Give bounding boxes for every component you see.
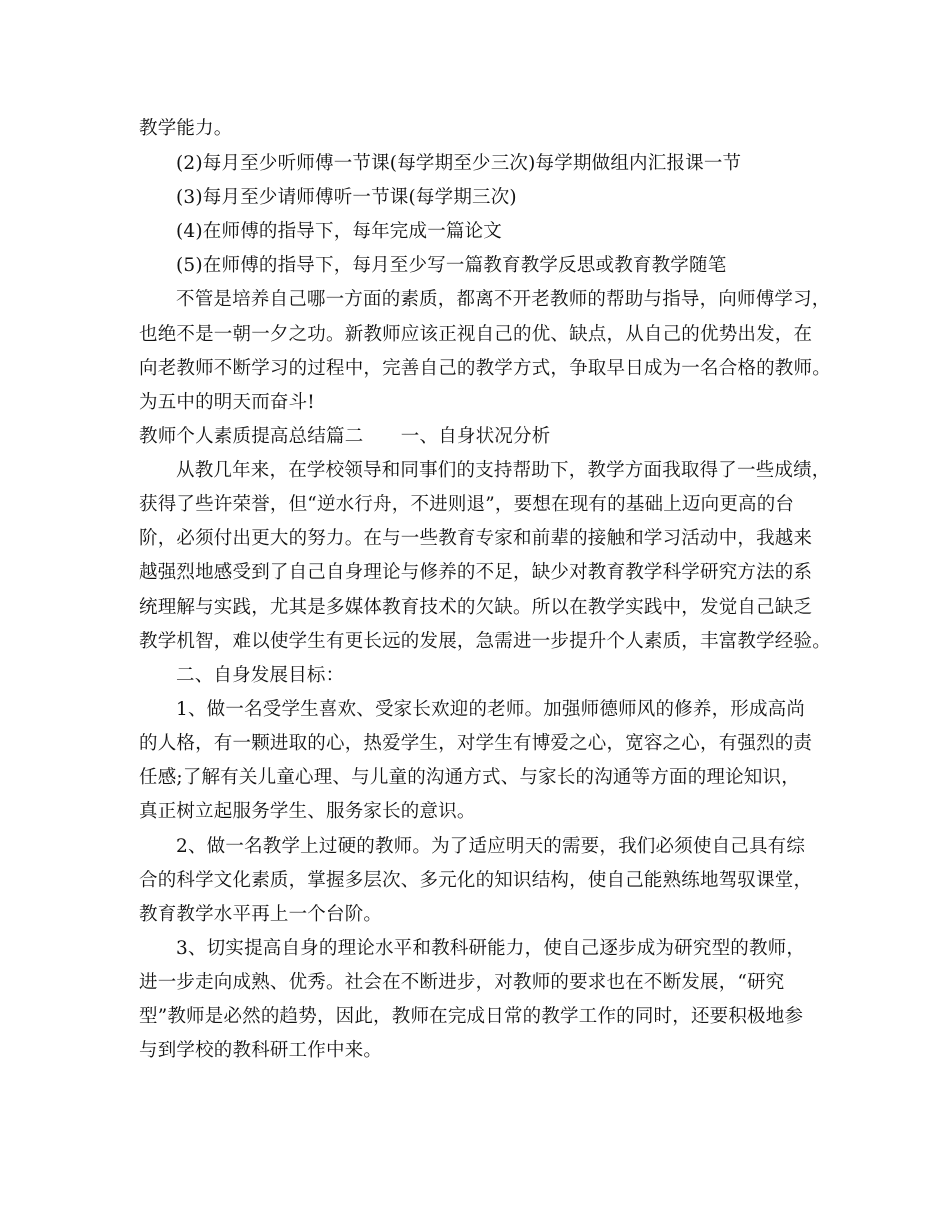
- text-line: 真正树立起服务学生、服务家长的意识。: [139, 801, 476, 822]
- text-line: 3、切实提高自身的理论水平和教科研能力，使自己逐步成为研究型的教师，: [176, 938, 806, 959]
- text-line: (5)在师傅的指导下，每月至少写一篇教育教学反思或教育教学随笔: [176, 255, 727, 276]
- text-line: 获得了些许荣誉，但“逆水行舟，不进则退”，要想在现有的基础上迈向更高的台: [139, 494, 795, 515]
- text-line: 的人格，有一颗进取的心，热爱学生，对学生有博爱之心，宽容之心，有强烈的责: [139, 733, 813, 754]
- text-line: (3)每月至少请师傅听一节课(每学期三次): [176, 187, 517, 208]
- text-line: 教学能力。: [139, 118, 233, 139]
- text-line: 合的科学文化素质，掌握多层次、多元化的知识结构，使自己能熟练地驾驭课堂，: [139, 870, 813, 891]
- text-line: 教育教学水平再上一个台阶。: [139, 904, 383, 925]
- text-line: 进一步走向成熟、优秀。社会在不断进步，对教师的要求也在不断发展，“研究: [139, 972, 785, 993]
- text-line: 阶，必须付出更大的努力。在与一些教育专家和前辈的接触和学习活动中，我越来: [139, 528, 813, 549]
- text-line: 任感;了解有关儿童心理、与儿童的沟通方式、与家长的沟通等方面的理论知识，: [139, 767, 800, 788]
- text-line: 2、做一名教学上过硬的教师。为了适应明天的需要，我们必须使自己具有综: [176, 836, 806, 857]
- section-heading: 教师个人素质提高总结篇二 一、自身状况分析: [139, 426, 551, 447]
- text-line: 也绝不是一朝一夕之功。新教师应该正视自己的优、缺点，从自己的优势出发，在: [139, 324, 813, 345]
- text-line: 不管是培养自己哪一方面的素质，都离不开老教师的帮助与指导，向师傅学习，: [176, 289, 831, 310]
- text-line: 从教几年来，在学校领导和同事们的支持帮助下，教学方面我取得了一些成绩，: [176, 460, 831, 481]
- text-line: 为五中的明天而奋斗!: [139, 392, 315, 413]
- text-line: 1、做一名受学生喜欢、受家长欢迎的老师。加强师德师风的修养，形成高尚: [176, 699, 806, 720]
- text-line: 越强烈地感受到了自己自身理论与修养的不足，缺少对教育教学科学研究方法的系: [139, 562, 813, 583]
- section-heading: 二、自身发展目标：: [176, 665, 345, 686]
- text-line: 型”教师是必然的趋势，因此，教师在完成日常的教学工作的同时，还要积极地参: [139, 1006, 804, 1027]
- text-line: (2)每月至少听师傅一节课(每学期至少三次)每学期做组内汇报课一节: [176, 153, 742, 174]
- text-line: 向老教师不断学习的过程中，完善自己的教学方式，争取早日成为一名合格的教师。: [139, 358, 831, 379]
- text-line: 与到学校的教科研工作中来。: [139, 1040, 383, 1061]
- text-line: 教学机智，难以使学生有更长远的发展，急需进一步提升个人素质，丰富教学经验。: [139, 631, 831, 652]
- text-line: 统理解与实践，尤其是多媒体教育技术的欠缺。所以在教学实践中，发觉自己缺乏: [139, 597, 813, 618]
- text-line: (4)在师傅的指导下，每年完成一篇论文: [176, 221, 503, 242]
